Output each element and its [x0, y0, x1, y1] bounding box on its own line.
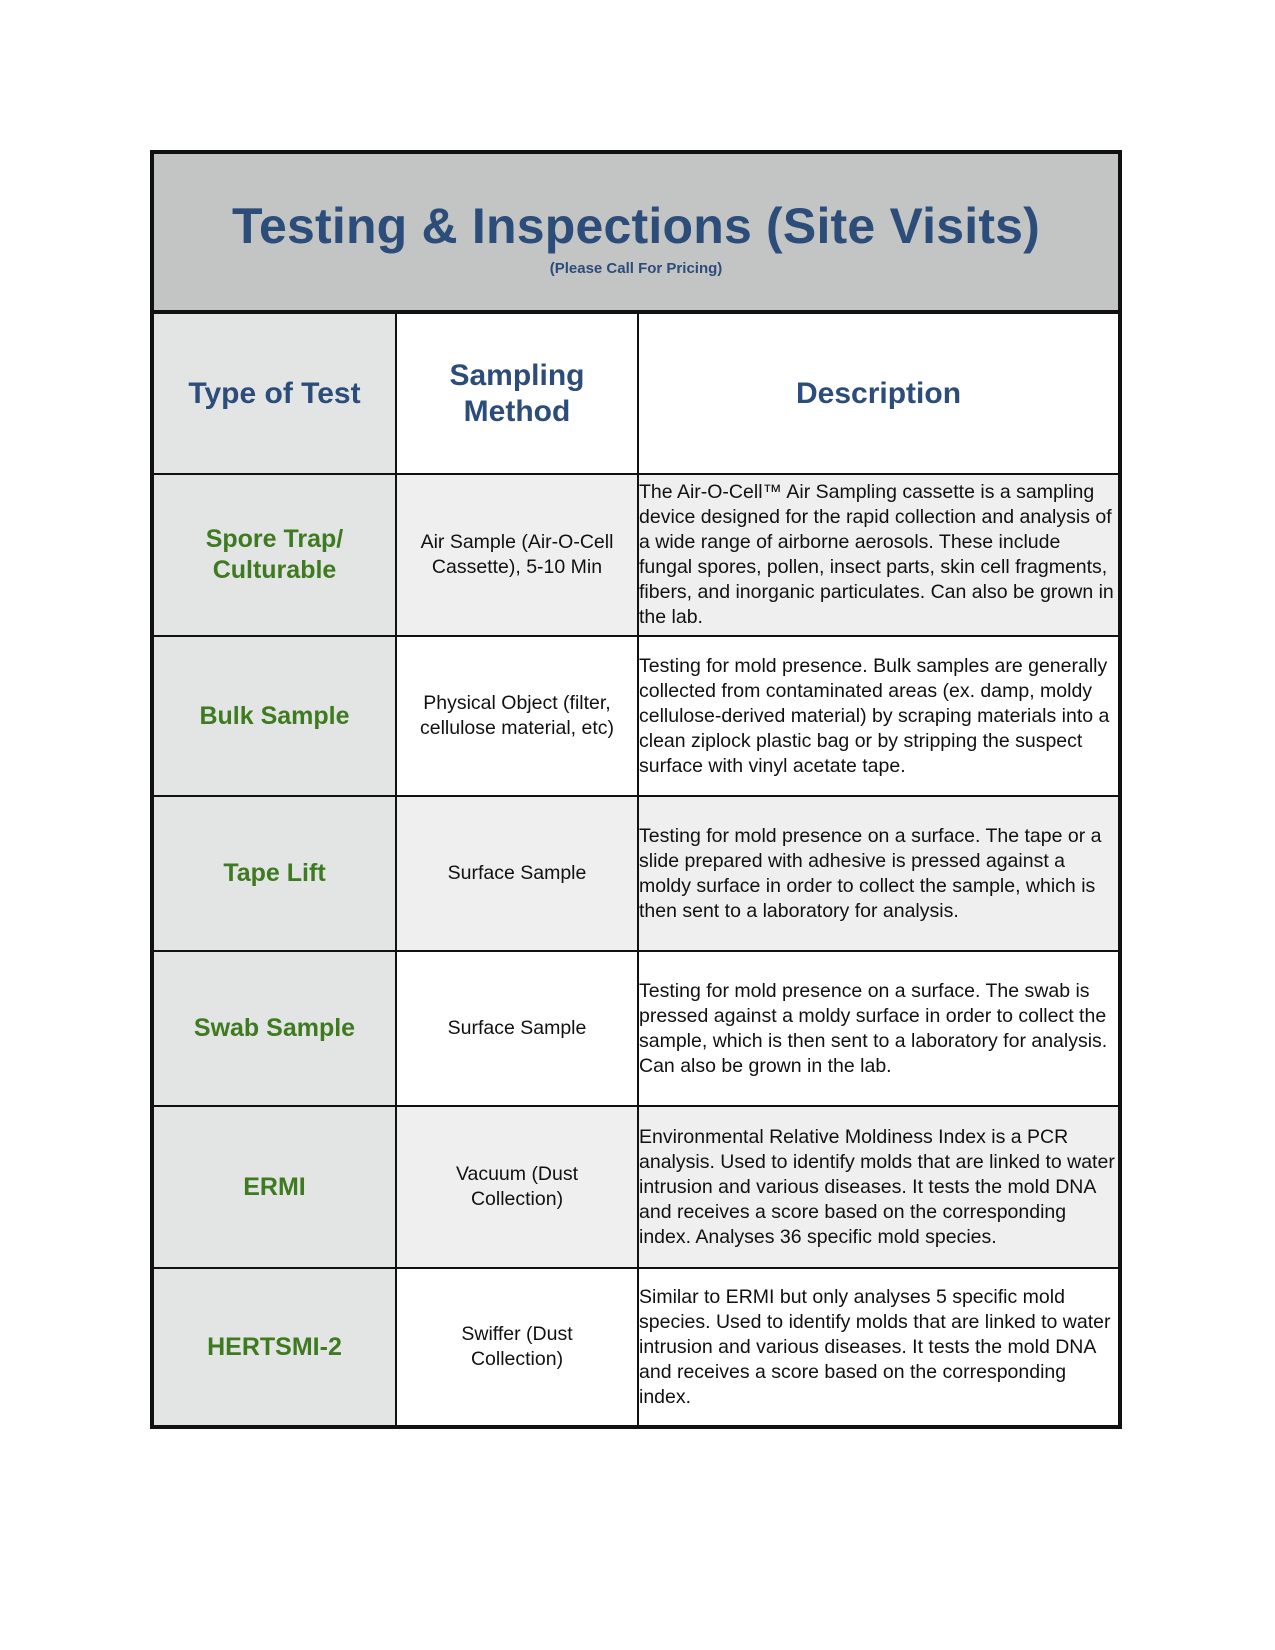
header-description: Description [638, 314, 1118, 474]
row-description: Testing for mold presence. Bulk samples are generally collected from contaminated areas (ex. damp, moldy cellulose-derived material) by scraping materials into a clean ziplock plastic bag or by stripping the suspect surface with vinyl acetate tape. [638, 636, 1118, 796]
row-type: Tape Lift [154, 796, 396, 951]
row-type: Spore Trap/ Culturable [154, 474, 396, 636]
title-block [154, 154, 1118, 314]
row-method: Surface Sample [396, 796, 638, 951]
table-header-row [154, 314, 1118, 474]
row-method: Physical Object (filter, cellulose material, etc) [396, 636, 638, 796]
row-type: Swab Sample [154, 951, 396, 1106]
pricing-table-sheet [150, 150, 1122, 1429]
row-type: Bulk Sample [154, 636, 396, 796]
table-row [154, 1268, 1118, 1425]
table-row [154, 474, 1118, 636]
row-method: Vacuum (Dust Collection) [396, 1106, 638, 1268]
row-description: Testing for mold presence on a surface. The tape or a slide prepared with adhesive is pressed against a moldy surface in order to collect the sample, which is then sent to a laboratory for analysis. [638, 796, 1118, 951]
row-description: Testing for mold presence on a surface. The swab is pressed against a moldy surface in order to collect the sample, which is then sent to a laboratory for analysis. Can also be grown in the lab. [638, 951, 1118, 1106]
tests-table [154, 314, 1118, 1425]
row-description: Similar to ERMI but only analyses 5 specific mold species. Used to identify molds that are linked to water intrusion and various diseases. It tests the mold DNA and receives a score based on the corresponding index. [638, 1268, 1118, 1425]
page-title: Testing & Inspections (Site Visits) [231, 198, 1041, 254]
page-subtitle: (Please Call For Pricing) [549, 260, 723, 277]
header-type-of-test: Type of Test [154, 314, 396, 474]
row-type: HERTSMI-2 [154, 1268, 396, 1425]
row-method: Air Sample (Air-O-Cell Cassette), 5-10 Min [396, 474, 638, 636]
row-description: Environmental Relative Moldiness Index is a PCR analysis. Used to identify molds that are linked to water intrusion and various diseases. It tests the mold DNA and receives a score based on the corresponding index. Analyses 36 specific mold species. [638, 1106, 1118, 1268]
row-method: Surface Sample [396, 951, 638, 1106]
table-row [154, 1106, 1118, 1268]
table-row [154, 796, 1118, 951]
row-description: The Air-O-Cell™ Air Sampling cassette is a sampling device designed for the rapid collection and analysis of a wide range of airborne aerosols. These include fungal spores, pollen, insect parts, skin cell fragments, fibers, and inorganic particulates. Can also be grown in the lab. [638, 474, 1118, 636]
table-row [154, 636, 1118, 796]
row-method: Swiffer (Dust Collection) [396, 1268, 638, 1425]
row-type: ERMI [154, 1106, 396, 1268]
table-row [154, 951, 1118, 1106]
header-sampling-method: Sampling Method [396, 314, 638, 474]
